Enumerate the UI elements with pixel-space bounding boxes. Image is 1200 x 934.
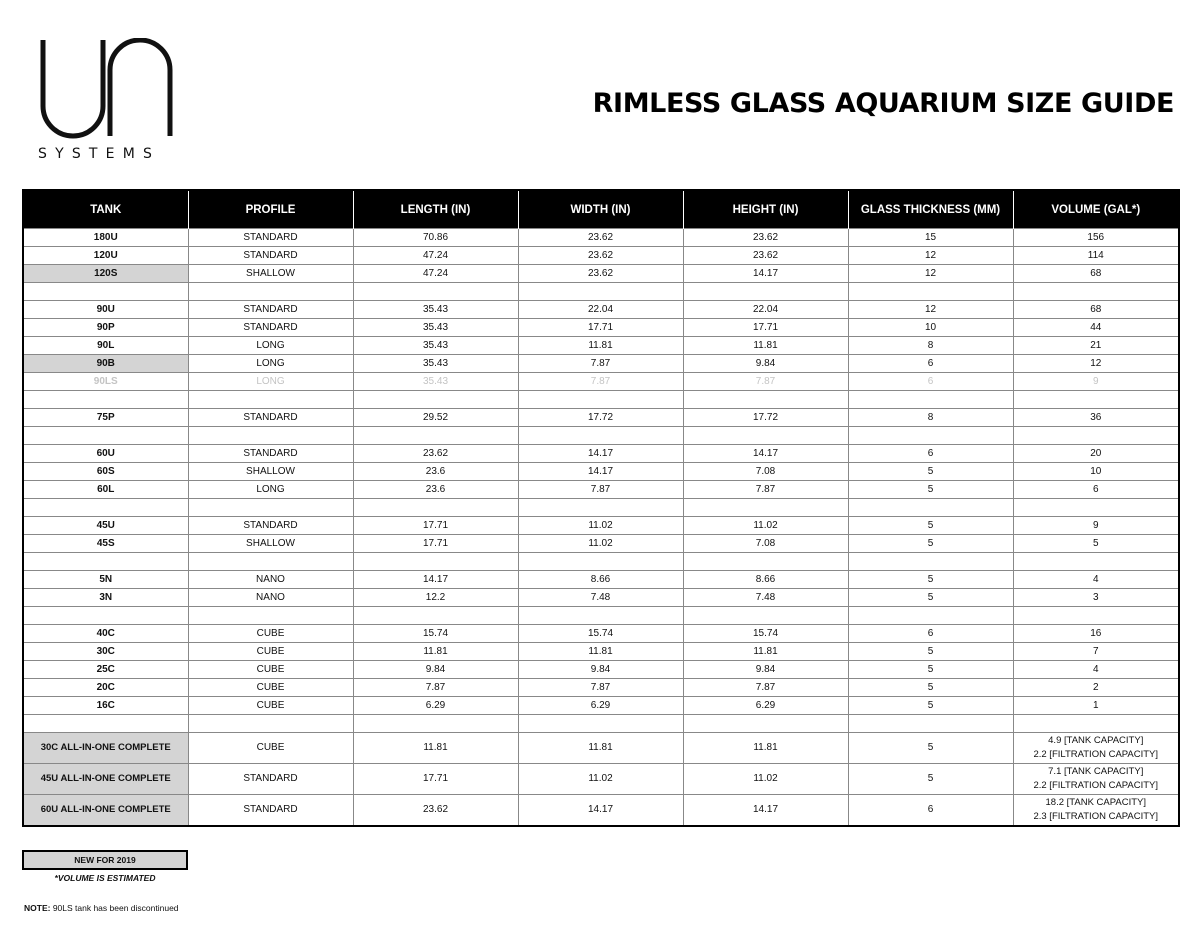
cell-length: 7.87 — [353, 679, 518, 697]
cell-length: 23.6 — [353, 463, 518, 481]
empty-cell — [23, 283, 188, 301]
cell-width: 7.48 — [518, 589, 683, 607]
cell-glass: 5 — [848, 697, 1013, 715]
note-text: 90LS tank has been discontinued — [50, 903, 179, 913]
cell-profile: STANDARD — [188, 247, 353, 265]
cell-volume: 36 — [1013, 409, 1179, 427]
empty-cell — [683, 391, 848, 409]
cell-glass: 5 — [848, 463, 1013, 481]
table-row — [23, 764, 1179, 795]
empty-cell — [353, 427, 518, 445]
cell-height: 14.17 — [683, 795, 848, 827]
cell-length: 15.74 — [353, 625, 518, 643]
filtration-capacity: 2.2 [FILTRATION CAPACITY] — [1033, 780, 1159, 791]
cell-width: 14.17 — [518, 463, 683, 481]
empty-cell — [848, 283, 1013, 301]
header-height: HEIGHT (IN) — [683, 190, 848, 229]
cell-volume: 3 — [1013, 589, 1179, 607]
cell-tank: 30C ALL-IN-ONE COMPLETE — [23, 733, 188, 764]
cell-tank: 45S — [23, 535, 188, 553]
empty-cell — [518, 499, 683, 517]
note-label: NOTE: — [24, 903, 51, 913]
cell-tank: 60U ALL-IN-ONE COMPLETE — [23, 795, 188, 827]
cell-tank: 45U — [23, 517, 188, 535]
empty-cell — [848, 391, 1013, 409]
empty-cell — [683, 553, 848, 571]
filtration-capacity: 2.2 [FILTRATION CAPACITY] — [1033, 749, 1159, 760]
cell-length: 17.71 — [353, 764, 518, 795]
cell-tank: 90P — [23, 319, 188, 337]
cell-volume: 12 — [1013, 355, 1179, 373]
cell-glass: 5 — [848, 481, 1013, 499]
cell-tank: 75P — [23, 409, 188, 427]
empty-cell — [848, 715, 1013, 733]
table-row — [23, 661, 1179, 679]
cell-tank: 120S — [23, 265, 188, 283]
cell-length: 9.84 — [353, 661, 518, 679]
empty-cell — [1013, 499, 1179, 517]
cell-profile: CUBE — [188, 625, 353, 643]
empty-cell — [188, 499, 353, 517]
cell-length: 47.24 — [353, 265, 518, 283]
cell-volume: 156 — [1013, 229, 1179, 247]
cell-length: 23.6 — [353, 481, 518, 499]
cell-volume: 9 — [1013, 517, 1179, 535]
cell-width: 9.84 — [518, 661, 683, 679]
table-row — [23, 337, 1179, 355]
empty-cell — [683, 715, 848, 733]
cell-glass: 6 — [848, 625, 1013, 643]
empty-cell — [1013, 427, 1179, 445]
cell-height: 22.04 — [683, 301, 848, 319]
cell-height: 11.81 — [683, 337, 848, 355]
empty-cell — [1013, 283, 1179, 301]
empty-cell — [353, 607, 518, 625]
cell-volume: 114 — [1013, 247, 1179, 265]
cell-profile: LONG — [188, 373, 353, 391]
cell-tank: 90L — [23, 337, 188, 355]
empty-cell — [188, 427, 353, 445]
empty-cell — [518, 553, 683, 571]
cell-profile: CUBE — [188, 679, 353, 697]
empty-cell — [188, 553, 353, 571]
cell-profile: STANDARD — [188, 517, 353, 535]
cell-tank: 40C — [23, 625, 188, 643]
table-row — [23, 319, 1179, 337]
cell-volume — [1013, 795, 1179, 827]
table-row — [23, 679, 1179, 697]
table-row — [23, 229, 1179, 247]
cell-volume: 10 — [1013, 463, 1179, 481]
cell-width: 17.72 — [518, 409, 683, 427]
empty-cell — [188, 391, 353, 409]
cell-profile: NANO — [188, 571, 353, 589]
cell-width: 17.71 — [518, 319, 683, 337]
cell-length: 17.71 — [353, 535, 518, 553]
cell-glass: 5 — [848, 535, 1013, 553]
table-row — [23, 373, 1179, 391]
table-row — [23, 589, 1179, 607]
table-body — [23, 229, 1179, 827]
cell-width: 14.17 — [518, 445, 683, 463]
cell-glass: 5 — [848, 764, 1013, 795]
empty-cell — [518, 607, 683, 625]
cell-height: 6.29 — [683, 697, 848, 715]
cell-tank: 90U — [23, 301, 188, 319]
cell-height: 11.02 — [683, 517, 848, 535]
cell-volume — [1013, 733, 1179, 764]
cell-profile: LONG — [188, 337, 353, 355]
cell-volume — [1013, 764, 1179, 795]
cell-height: 17.72 — [683, 409, 848, 427]
header-glass-thickness: GLASS THICKNESS (MM) — [848, 190, 1013, 229]
empty-cell — [23, 391, 188, 409]
cell-glass: 5 — [848, 571, 1013, 589]
cell-width: 11.81 — [518, 643, 683, 661]
empty-cell — [683, 499, 848, 517]
table-row — [23, 535, 1179, 553]
cell-tank: 90B — [23, 355, 188, 373]
cell-tank: 45U ALL-IN-ONE COMPLETE — [23, 764, 188, 795]
table-row — [23, 643, 1179, 661]
cell-volume: 68 — [1013, 265, 1179, 283]
cell-volume: 4 — [1013, 571, 1179, 589]
table-row — [23, 625, 1179, 643]
cell-height: 7.87 — [683, 679, 848, 697]
cell-volume: 68 — [1013, 301, 1179, 319]
cell-length: 47.24 — [353, 247, 518, 265]
spacer-row — [23, 607, 1179, 625]
cell-height: 7.87 — [683, 373, 848, 391]
cell-length: 6.29 — [353, 697, 518, 715]
spacer-row — [23, 391, 1179, 409]
cell-profile: STANDARD — [188, 319, 353, 337]
header-length: LENGTH (IN) — [353, 190, 518, 229]
tank-capacity: 4.9 [TANK CAPACITY] — [1048, 735, 1144, 746]
cell-length: 35.43 — [353, 355, 518, 373]
new-for-2019-legend: NEW FOR 2019 — [22, 850, 188, 870]
cell-profile: LONG — [188, 481, 353, 499]
cell-profile: STANDARD — [188, 409, 353, 427]
cell-height: 7.87 — [683, 481, 848, 499]
cell-length: 35.43 — [353, 319, 518, 337]
cell-width: 23.62 — [518, 247, 683, 265]
cell-tank: 20C — [23, 679, 188, 697]
cell-profile: CUBE — [188, 643, 353, 661]
cell-height: 23.62 — [683, 247, 848, 265]
cell-tank: 60U — [23, 445, 188, 463]
table-header-row — [23, 190, 1179, 229]
cell-profile: STANDARD — [188, 795, 353, 827]
cell-glass: 6 — [848, 445, 1013, 463]
cell-glass: 5 — [848, 679, 1013, 697]
empty-cell — [518, 427, 683, 445]
cell-profile: STANDARD — [188, 301, 353, 319]
cell-profile: LONG — [188, 355, 353, 373]
header-tank: TANK — [23, 190, 188, 229]
size-guide-table — [22, 189, 1180, 827]
header-profile: PROFILE — [188, 190, 353, 229]
cell-height: 11.81 — [683, 733, 848, 764]
cell-volume: 2 — [1013, 679, 1179, 697]
empty-cell — [683, 283, 848, 301]
cell-profile: STANDARD — [188, 764, 353, 795]
discontinued-note — [24, 903, 179, 913]
table-row — [23, 463, 1179, 481]
empty-cell — [23, 607, 188, 625]
cell-volume: 16 — [1013, 625, 1179, 643]
cell-glass: 12 — [848, 265, 1013, 283]
cell-width: 11.02 — [518, 764, 683, 795]
empty-cell — [518, 715, 683, 733]
cell-width: 23.62 — [518, 265, 683, 283]
cell-length: 12.2 — [353, 589, 518, 607]
cell-length: 35.43 — [353, 301, 518, 319]
cell-length: 70.86 — [353, 229, 518, 247]
cell-volume: 20 — [1013, 445, 1179, 463]
cell-glass: 5 — [848, 589, 1013, 607]
cell-width: 7.87 — [518, 373, 683, 391]
empty-cell — [188, 715, 353, 733]
empty-cell — [518, 283, 683, 301]
cell-width: 14.17 — [518, 795, 683, 827]
cell-tank: 3N — [23, 589, 188, 607]
cell-tank: 5N — [23, 571, 188, 589]
table-row — [23, 795, 1179, 827]
cell-glass: 8 — [848, 409, 1013, 427]
cell-tank: 180U — [23, 229, 188, 247]
cell-tank: 60L — [23, 481, 188, 499]
cell-length: 29.52 — [353, 409, 518, 427]
cell-volume: 4 — [1013, 661, 1179, 679]
cell-height: 8.66 — [683, 571, 848, 589]
empty-cell — [848, 553, 1013, 571]
cell-glass: 12 — [848, 301, 1013, 319]
cell-length: 11.81 — [353, 733, 518, 764]
cell-width: 11.02 — [518, 535, 683, 553]
spacer-row — [23, 715, 1179, 733]
cell-profile: STANDARD — [188, 229, 353, 247]
cell-height: 15.74 — [683, 625, 848, 643]
cell-width: 7.87 — [518, 481, 683, 499]
cell-volume: 21 — [1013, 337, 1179, 355]
cell-height: 9.84 — [683, 661, 848, 679]
table-row — [23, 355, 1179, 373]
cell-profile: CUBE — [188, 661, 353, 679]
empty-cell — [23, 427, 188, 445]
cell-length: 23.62 — [353, 445, 518, 463]
cell-profile: STANDARD — [188, 445, 353, 463]
volume-estimated-note: *VOLUME IS ESTIMATED — [54, 873, 156, 883]
empty-cell — [353, 391, 518, 409]
cell-height: 17.71 — [683, 319, 848, 337]
cell-volume: 44 — [1013, 319, 1179, 337]
spacer-row — [23, 553, 1179, 571]
cell-length: 23.62 — [353, 795, 518, 827]
cell-profile: SHALLOW — [188, 463, 353, 481]
cell-tank: 60S — [23, 463, 188, 481]
cell-tank: 90LS — [23, 373, 188, 391]
empty-cell — [518, 391, 683, 409]
empty-cell — [1013, 715, 1179, 733]
cell-glass: 6 — [848, 795, 1013, 827]
empty-cell — [683, 427, 848, 445]
empty-cell — [353, 553, 518, 571]
cell-tank: 25C — [23, 661, 188, 679]
cell-glass: 15 — [848, 229, 1013, 247]
cell-length: 14.17 — [353, 571, 518, 589]
cell-height: 7.08 — [683, 535, 848, 553]
cell-profile: CUBE — [188, 697, 353, 715]
empty-cell — [353, 283, 518, 301]
cell-volume: 1 — [1013, 697, 1179, 715]
cell-height: 11.02 — [683, 764, 848, 795]
cell-length: 35.43 — [353, 373, 518, 391]
page-title: RIMLESS GLASS AQUARIUM SIZE GUIDE — [592, 88, 1174, 119]
empty-cell — [353, 715, 518, 733]
table-row — [23, 265, 1179, 283]
cell-width: 7.87 — [518, 355, 683, 373]
empty-cell — [23, 553, 188, 571]
table-row — [23, 445, 1179, 463]
cell-profile: CUBE — [188, 733, 353, 764]
cell-width: 8.66 — [518, 571, 683, 589]
empty-cell — [1013, 391, 1179, 409]
header-volume: VOLUME (GAL*) — [1013, 190, 1179, 229]
tank-capacity: 18.2 [TANK CAPACITY] — [1045, 797, 1146, 808]
cell-height: 9.84 — [683, 355, 848, 373]
table-row — [23, 247, 1179, 265]
cell-profile: NANO — [188, 589, 353, 607]
cell-glass: 8 — [848, 337, 1013, 355]
cell-height: 14.17 — [683, 445, 848, 463]
cell-glass: 5 — [848, 517, 1013, 535]
cell-width: 22.04 — [518, 301, 683, 319]
tank-capacity: 7.1 [TANK CAPACITY] — [1048, 766, 1144, 777]
cell-tank: 16C — [23, 697, 188, 715]
header-width: WIDTH (IN) — [518, 190, 683, 229]
cell-height: 14.17 — [683, 265, 848, 283]
cell-tank: 30C — [23, 643, 188, 661]
cell-volume: 9 — [1013, 373, 1179, 391]
empty-cell — [848, 427, 1013, 445]
empty-cell — [848, 607, 1013, 625]
cell-width: 11.81 — [518, 337, 683, 355]
spacer-row — [23, 427, 1179, 445]
cell-volume: 7 — [1013, 643, 1179, 661]
empty-cell — [683, 607, 848, 625]
cell-length: 35.43 — [353, 337, 518, 355]
empty-cell — [188, 283, 353, 301]
cell-width: 11.81 — [518, 733, 683, 764]
cell-glass: 6 — [848, 355, 1013, 373]
cell-height: 23.62 — [683, 229, 848, 247]
spacer-row — [23, 283, 1179, 301]
cell-tank: 120U — [23, 247, 188, 265]
cell-length: 11.81 — [353, 643, 518, 661]
table-row — [23, 409, 1179, 427]
empty-cell — [848, 499, 1013, 517]
table-row — [23, 517, 1179, 535]
cell-glass: 5 — [848, 643, 1013, 661]
filtration-capacity: 2.3 [FILTRATION CAPACITY] — [1033, 811, 1159, 822]
cell-height: 11.81 — [683, 643, 848, 661]
un-logo-mark — [38, 38, 178, 146]
empty-cell — [23, 715, 188, 733]
cell-width: 6.29 — [518, 697, 683, 715]
cell-profile: SHALLOW — [188, 535, 353, 553]
empty-cell — [188, 607, 353, 625]
cell-glass: 5 — [848, 661, 1013, 679]
empty-cell — [1013, 607, 1179, 625]
table-row — [23, 571, 1179, 589]
table-row — [23, 301, 1179, 319]
cell-width: 23.62 — [518, 229, 683, 247]
cell-glass: 12 — [848, 247, 1013, 265]
table-row — [23, 733, 1179, 764]
empty-cell — [1013, 553, 1179, 571]
cell-width: 15.74 — [518, 625, 683, 643]
cell-height: 7.48 — [683, 589, 848, 607]
table-row — [23, 697, 1179, 715]
cell-glass: 10 — [848, 319, 1013, 337]
cell-width: 11.02 — [518, 517, 683, 535]
empty-cell — [353, 499, 518, 517]
un-systems-logo — [38, 38, 178, 166]
cell-glass: 5 — [848, 733, 1013, 764]
cell-height: 7.08 — [683, 463, 848, 481]
empty-cell — [23, 499, 188, 517]
logo-wordmark: SYSTEMS — [38, 146, 161, 162]
cell-length: 17.71 — [353, 517, 518, 535]
spacer-row — [23, 499, 1179, 517]
cell-width: 7.87 — [518, 679, 683, 697]
cell-volume: 5 — [1013, 535, 1179, 553]
table-row — [23, 481, 1179, 499]
cell-volume: 6 — [1013, 481, 1179, 499]
cell-glass: 6 — [848, 373, 1013, 391]
cell-profile: SHALLOW — [188, 265, 353, 283]
